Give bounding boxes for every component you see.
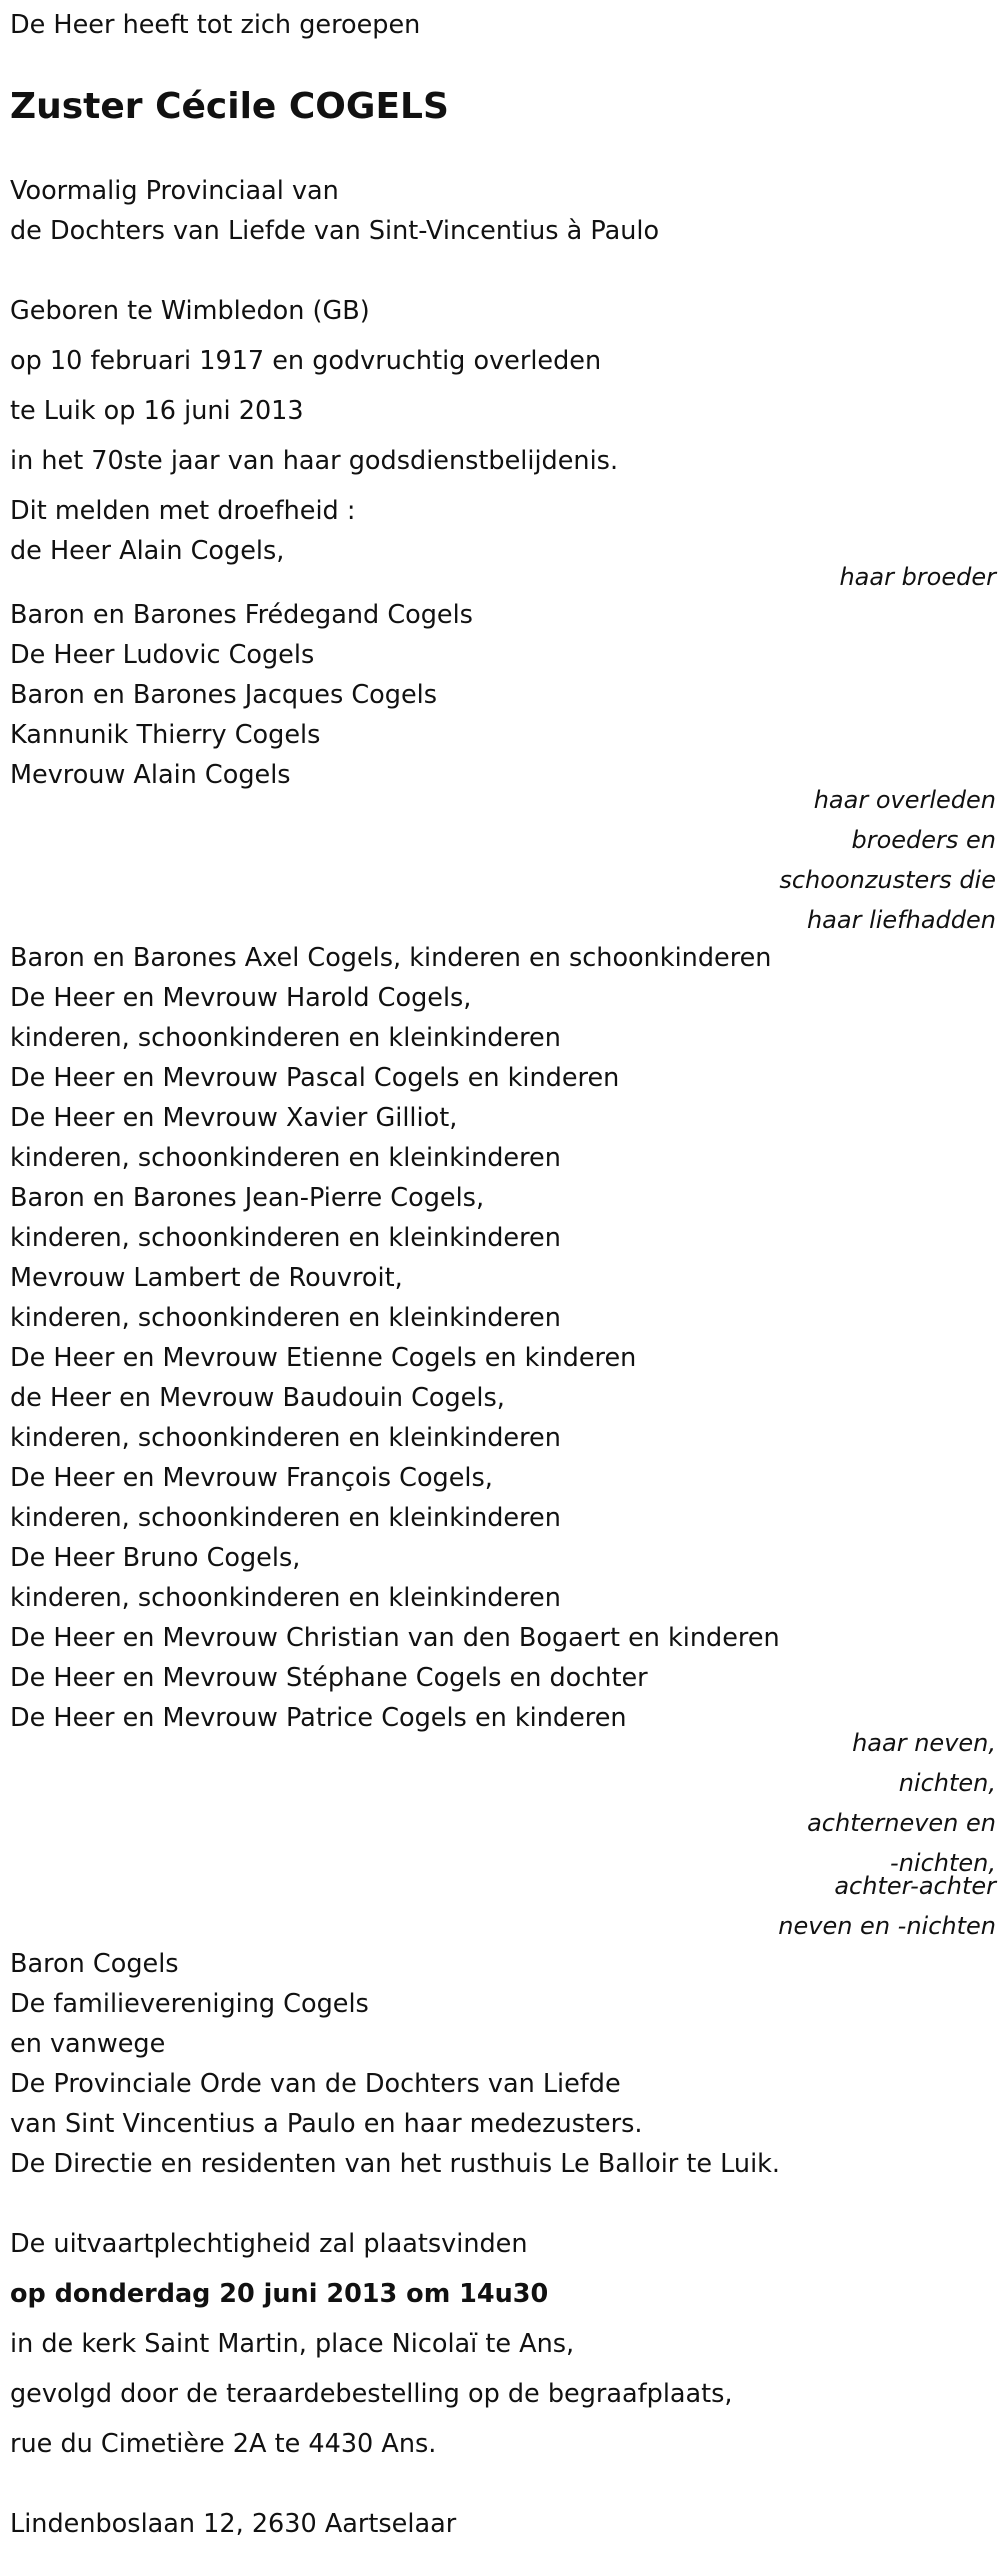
other-line: De Directie en residenten van het rusthuis Le Balloir te Luik. [10, 2149, 781, 2179]
nephew-line: De Heer en Mevrouw Patrice Cogels en kinderen [10, 1703, 627, 1733]
relation-nephews-line: achterneven en [807, 1809, 996, 1837]
nephew-line: kinderen, schoonkinderen en kleinkinderen [10, 1503, 561, 1533]
other-line: van Sint Vincentius a Paulo en haar medezusters. [10, 2109, 643, 2139]
bio-line-4: in het 70ste jaar van haar godsdienstbelijdenis. [10, 446, 619, 476]
bio-line-3: te Luik op 16 juni 2013 [10, 396, 304, 426]
funeral-line-1: De uitvaartplechtigheid zal plaatsvinden [10, 2229, 528, 2259]
nephew-line: kinderen, schoonkinderen en kleinkinderen [10, 1023, 561, 1053]
relation-brother: haar broeder [839, 563, 996, 591]
announce-line-2: de Heer Alain Cogels, [10, 536, 285, 566]
sibling-line: Baron en Barones Jacques Cogels [10, 680, 438, 710]
relation-siblings-line: schoonzusters die [779, 866, 996, 894]
nephew-line: De Heer en Mevrouw Christian van den Bogaert en kinderen [10, 1623, 780, 1653]
relation-nephews-line: haar neven, [852, 1729, 996, 1757]
nephew-line: kinderen, schoonkinderen en kleinkinderen [10, 1423, 561, 1453]
sibling-line: Mevrouw Alain Cogels [10, 760, 291, 790]
relation-nephews-line: -nichten, [890, 1849, 996, 1877]
role-line-1: Voormalig Provinciaal van [10, 176, 339, 206]
sibling-line: Baron en Barones Frédegand Cogels [10, 600, 473, 630]
relation-siblings-line: broeders en [851, 826, 996, 854]
nephew-line: De Heer en Mevrouw Xavier Gilliot, [10, 1103, 458, 1133]
nephew-line: kinderen, schoonkinderen en kleinkinderen [10, 1223, 561, 1253]
announce-line-1: Dit melden met droefheid : [10, 496, 356, 526]
nephew-line: Mevrouw Lambert de Rouvroit, [10, 1263, 403, 1293]
role-line-2: de Dochters van Liefde van Sint-Vincentius à Paulo [10, 216, 660, 246]
nephew-line: Baron en Barones Jean-Pierre Cogels, [10, 1183, 485, 1213]
sibling-line: Kannunik Thierry Cogels [10, 720, 321, 750]
address: Lindenboslaan 12, 2630 Aartselaar [10, 2509, 457, 2539]
nephew-line: De Heer en Mevrouw Pascal Cogels en kinderen [10, 1063, 620, 1093]
relation-nephews-line: neven en -nichten [778, 1912, 996, 1940]
nephew-line: Baron en Barones Axel Cogels, kinderen en schoonkinderen [10, 943, 772, 973]
funeral-line-5: rue du Cimetière 2A te 4430 Ans. [10, 2429, 437, 2459]
nephew-line: De Heer en Mevrouw Stéphane Cogels en dochter [10, 1663, 648, 1693]
other-line: en vanwege [10, 2029, 166, 2059]
deceased-name: Zuster Cécile COGELS [10, 86, 449, 127]
nephew-line: De Heer en Mevrouw François Cogels, [10, 1463, 493, 1493]
nephew-line: De Heer Bruno Cogels, [10, 1543, 301, 1573]
relation-siblings-line: haar overleden [813, 786, 996, 814]
nephew-line: De Heer en Mevrouw Harold Cogels, [10, 983, 472, 1013]
relation-nephews-line: achter-achter [834, 1872, 996, 1900]
nephew-line: de Heer en Mevrouw Baudouin Cogels, [10, 1383, 505, 1413]
funeral-line-4: gevolgd door de teraardebestelling op de begraafplaats, [10, 2379, 733, 2409]
nephew-line: kinderen, schoonkinderen en kleinkinderen [10, 1303, 561, 1333]
sibling-line: De Heer Ludovic Cogels [10, 640, 315, 670]
bio-line-2: op 10 februari 1917 en godvruchtig overleden [10, 346, 602, 376]
nephew-line: kinderen, schoonkinderen en kleinkinderen [10, 1583, 561, 1613]
bio-line-1: Geboren te Wimbledon (GB) [10, 296, 370, 326]
funeral-line-3: in de kerk Saint Martin, place Nicolaï te Ans, [10, 2329, 575, 2359]
funeral-date: op donderdag 20 juni 2013 om 14u30 [10, 2279, 549, 2309]
other-line: Baron Cogels [10, 1949, 179, 1979]
relation-nephews-line: nichten, [898, 1769, 996, 1797]
nephew-line: De Heer en Mevrouw Etienne Cogels en kinderen [10, 1343, 637, 1373]
other-line: De Provinciale Orde van de Dochters van Liefde [10, 2069, 621, 2099]
relation-siblings-line: haar liefhadden [806, 906, 996, 934]
nephew-line: kinderen, schoonkinderen en kleinkinderen [10, 1143, 561, 1173]
other-line: De familievereniging Cogels [10, 1989, 369, 2019]
intro-text: De Heer heeft tot zich geroepen [10, 10, 421, 40]
